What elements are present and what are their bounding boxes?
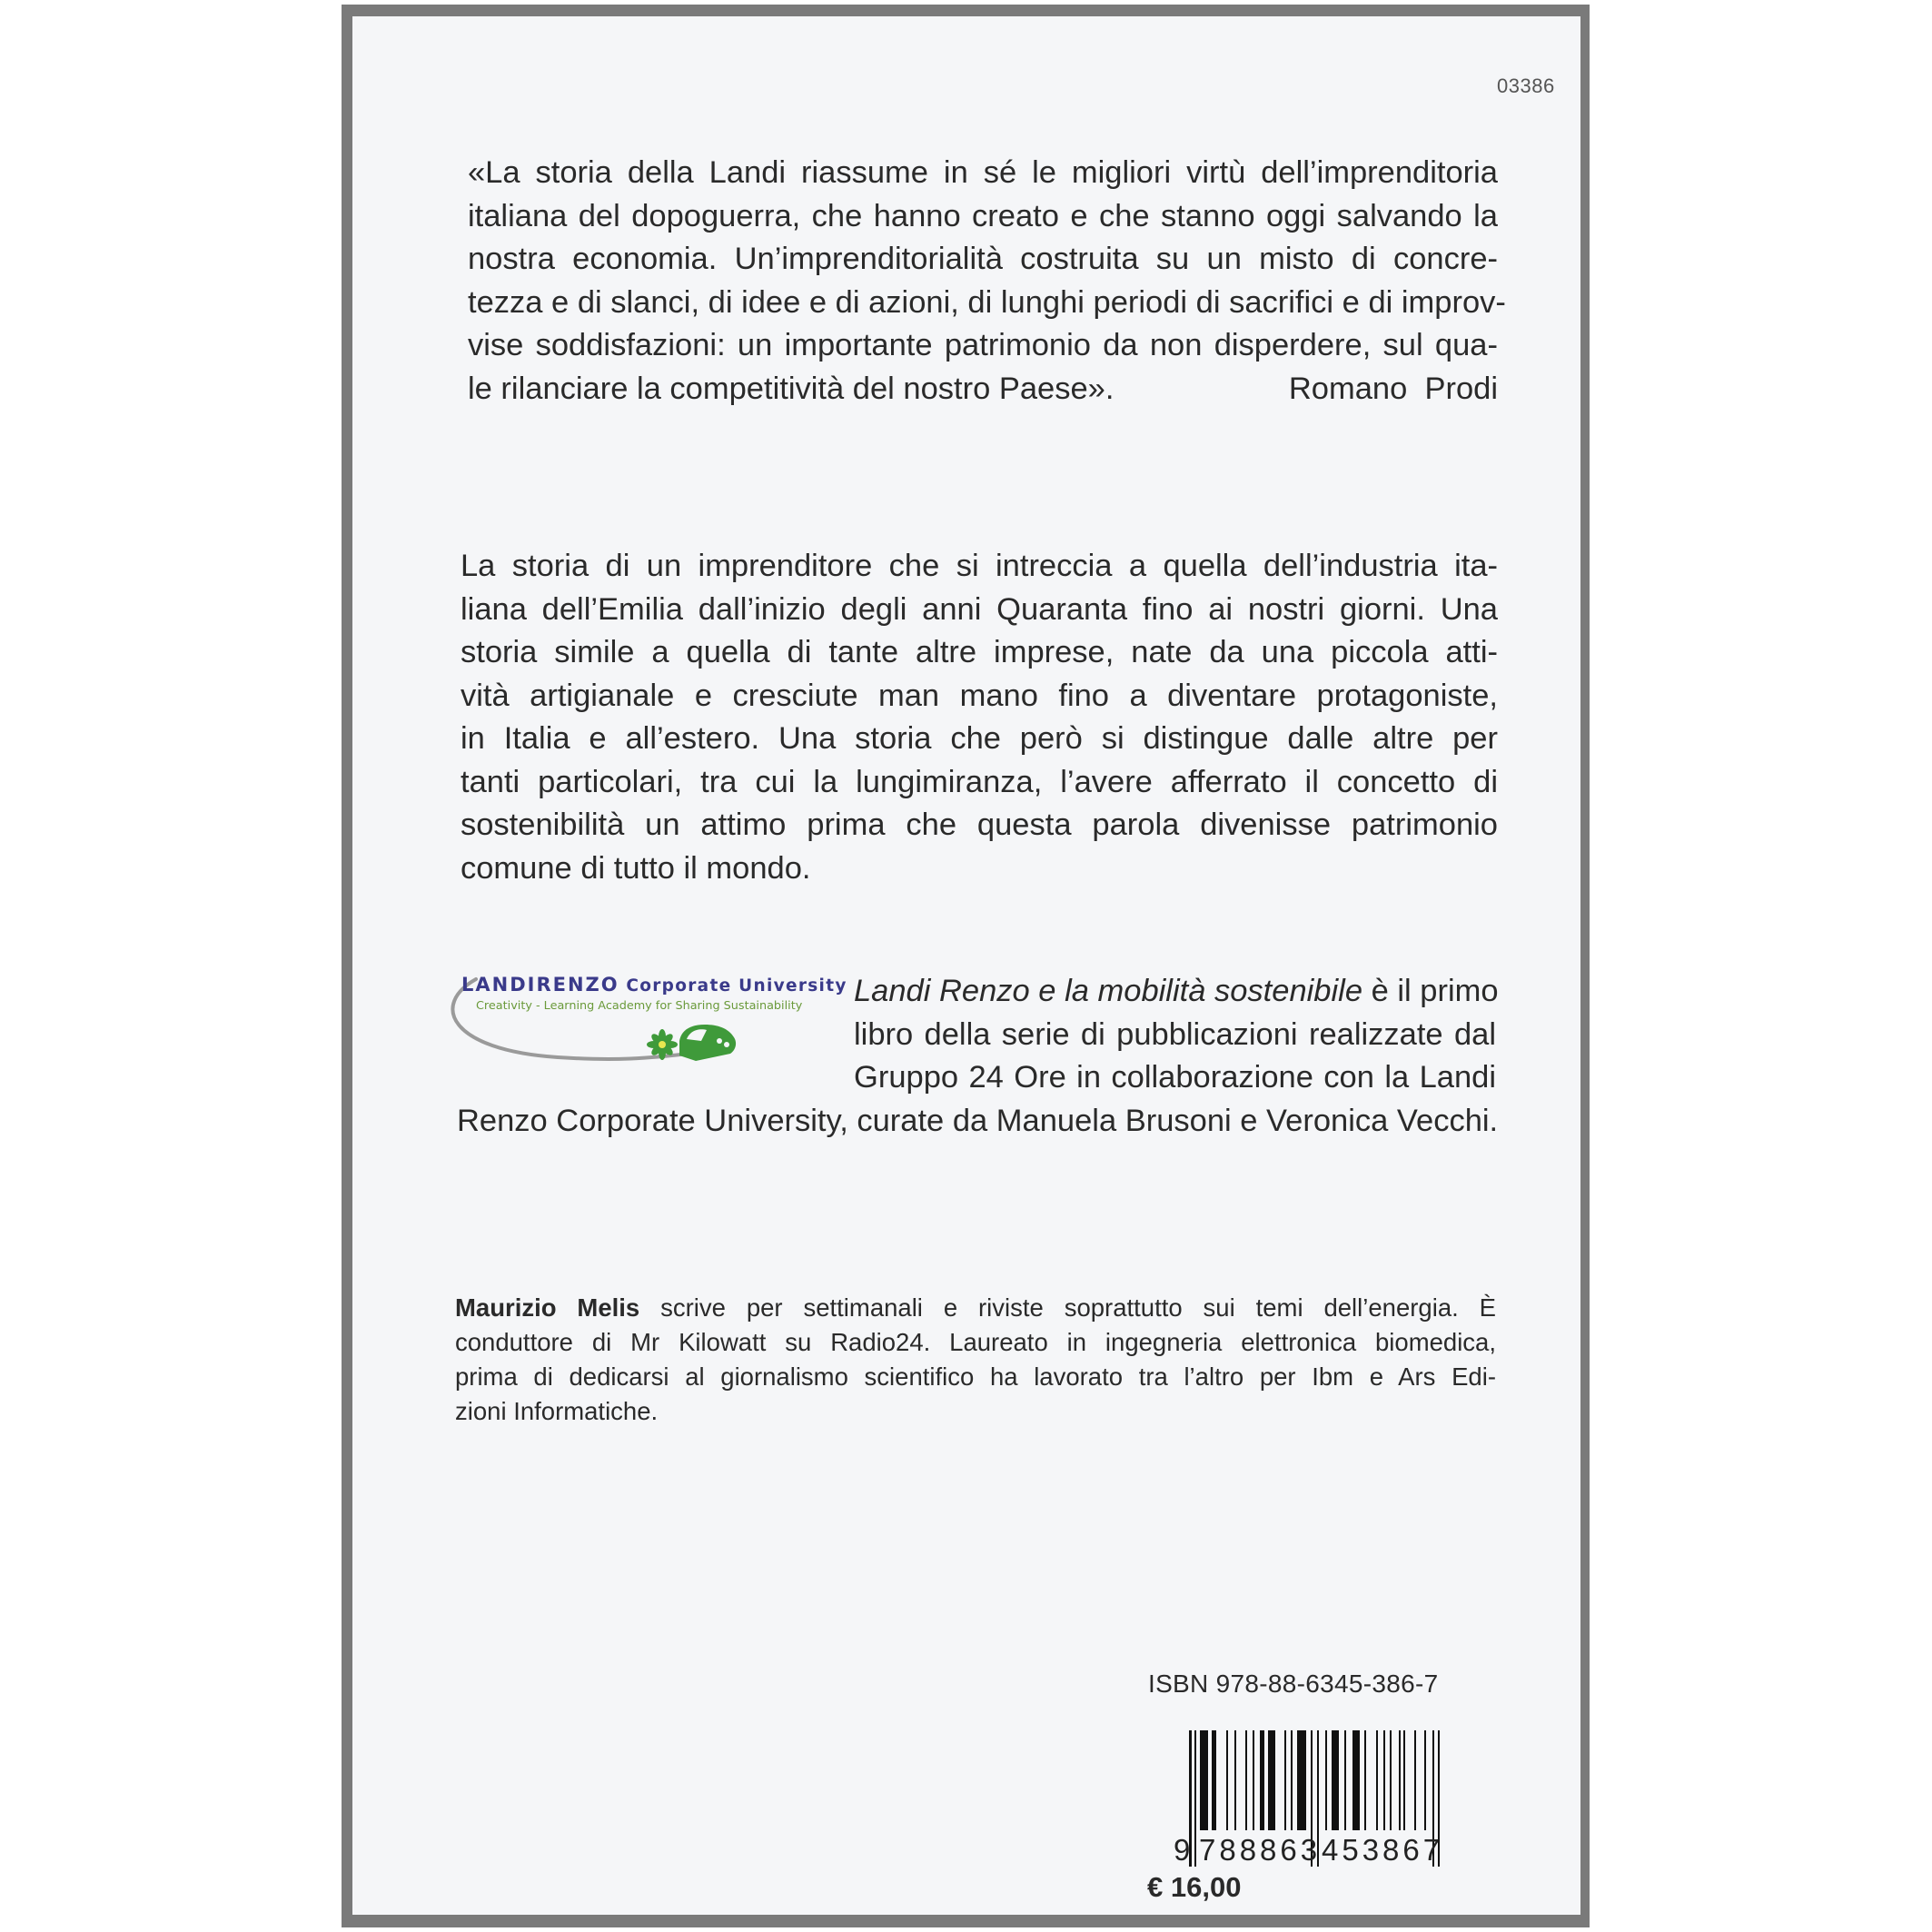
author-name: Maurizio Melis [455, 1293, 640, 1322]
series-line: libro della serie di pubblicazioni realizzate dal [854, 1016, 1496, 1052]
car-icon [679, 1025, 736, 1061]
quote-last-line [468, 368, 1498, 411]
description-line: vità artigianale e cresciute man mano fino a diventare protagoniste, [461, 678, 1498, 713]
quote-line: tezza e di slanci, di idee e di azioni, di lunghi periodi di sacrifici e di improv- [468, 284, 1506, 320]
series-line: Renzo Corporate University, curate da Manuela Brusoni e Veronica Vecchi. [457, 1104, 1499, 1138]
book-title: Landi Renzo e la mobilità sostenibile [854, 974, 1363, 1008]
quote-line: italiana del dopoguerra, che hanno creato e che stanno oggi salvando la [468, 198, 1498, 233]
barcode-right-digits: 453867 [1322, 1833, 1444, 1867]
series-line: Landi Renzo e la mobilità sostenibile è il primo [854, 974, 1499, 1008]
quote-author: Romano Prodi [1288, 371, 1498, 406]
quote-line: «La storia della Landi riassume in sé le migliori virtù dell’imprenditoria [468, 155, 1498, 190]
description-line: liana dell’Emilia dall’inizio degli anni Quaranta fino ai nostri giorni. Una [461, 591, 1498, 627]
series-line: Gruppo 24 Ore in collaborazione con la Landi [854, 1060, 1496, 1095]
author-bio [455, 1291, 1496, 1429]
book-description [461, 545, 1498, 890]
landirenzo-logo [440, 968, 848, 1070]
description-line: in Italia e all’estero. Una storia che però si distingue dalle altre per [461, 721, 1498, 756]
bio-line: prima di dedicarsi al giornalismo scientifico ha lavorato tra l’altro per Ibm e Ars Edi- [455, 1362, 1496, 1391]
bio-line: conduttore di Mr Kilowatt su Radio24. Laureato in ingegneria elettronica biomedica, [455, 1328, 1496, 1356]
barcode-left-digits: 788863 [1199, 1833, 1322, 1867]
description-line: La storia di un imprenditore che si intreccia a quella dell’industria ita- [461, 549, 1498, 583]
description-line: storia simile a quella di tante altre imprese, nate da una piccola atti- [461, 635, 1498, 669]
quote-line: le rilanciare la competitività del nostro Paese». [468, 371, 1115, 406]
barcode-lead-digit: 9 [1174, 1833, 1194, 1867]
series-note-last [457, 1100, 1499, 1144]
logo-tagline: Creativity - Learning Academy for Sharing Sustainability [476, 999, 803, 1013]
price-label: € 16,00 [1147, 1871, 1242, 1903]
prodi-quote [468, 152, 1506, 411]
isbn-label: ISBN 978-88-6345-386-7 [1148, 1669, 1439, 1698]
logo-title: LANDIRENZO Corporate University [461, 974, 847, 996]
description-line: sostenibilità un attimo prima che questa parola divenisse patrimonio [461, 807, 1498, 842]
quote-line: nostra economia. Un’imprenditorialità costruita su un misto di concre- [468, 242, 1498, 276]
catalog-code: 03386 [1497, 74, 1555, 97]
description-line: comune di tutto il mondo. [461, 850, 811, 886]
bio-line: Maurizio Melis scrive per settimanali e riviste soprattutto sui temi dell’energia. È [455, 1293, 1496, 1322]
description-line: tanti particolari, tra cui la lungimiranza, l’avere afferrato il concetto di [461, 764, 1498, 799]
series-note [854, 970, 1499, 1100]
bio-line: zioni Informatiche. [455, 1397, 659, 1425]
quote-line: vise soddisfazioni: un importante patrimonio da non disperdere, sul qua- [468, 328, 1498, 362]
